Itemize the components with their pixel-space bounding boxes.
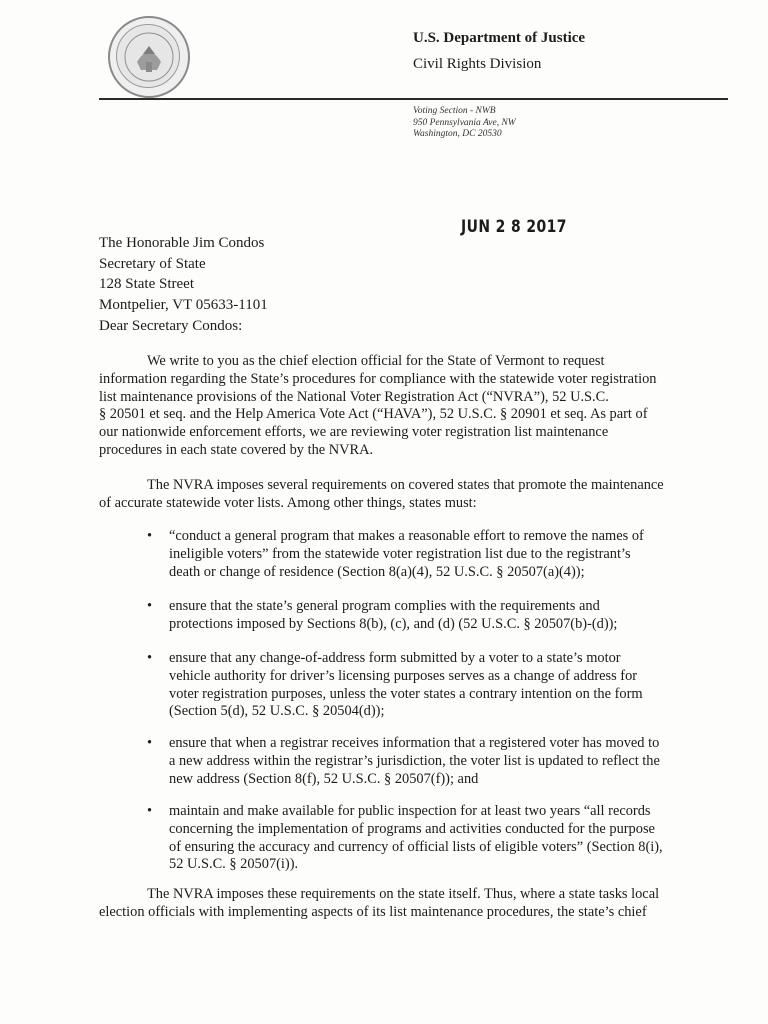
- bullet-icon: •: [147, 803, 153, 819]
- division-name: Civil Rights Division: [413, 56, 542, 72]
- list-item-line: ensure that when a registrar receives information that a registered voter has moved to: [169, 735, 660, 751]
- doj-seal-icon: [108, 16, 190, 98]
- list-item-line: ineligible voters” from the statewide voter registration list due to the registrant’s: [169, 545, 631, 562]
- recipient-line: Secretary of State: [99, 255, 206, 272]
- paragraph-line: The NVRA imposes these requirements on the state itself. Thus, where a state tasks local: [147, 886, 660, 902]
- body-paragraph: [99, 477, 689, 513]
- paragraph-line: our nationwide enforcement efforts, we are reviewing voter registration list maintenance: [99, 424, 609, 441]
- list-item-line: a new address within the registrar’s jurisdiction, the voter list is updated to reflect the: [169, 752, 660, 769]
- recipient-line: Montpelier, VT 05633-1101: [99, 296, 268, 313]
- office-address: [413, 106, 516, 141]
- bullet-icon: •: [147, 735, 153, 751]
- list-item-line: (Section 5(d), 52 U.S.C. § 20504(d));: [169, 703, 385, 720]
- body-paragraph: [99, 886, 689, 922]
- list-item-line: ensure that any change-of-address form submitted by a voter to a state’s motor: [169, 650, 621, 666]
- salutation: Dear Secretary Condos:: [99, 318, 243, 334]
- bullet-icon: •: [147, 528, 153, 544]
- recipient-address: [99, 233, 268, 315]
- paragraph-line: information regarding the State’s procedures for compliance with the statewide voter registration: [99, 370, 657, 387]
- agency-name: U.S. Department of Justice: [413, 30, 586, 46]
- bullet-icon: •: [147, 650, 153, 666]
- paragraph-line: election officials with implementing aspects of its list maintenance procedures, the state’s chief: [99, 903, 647, 920]
- paragraph-line: We write to you as the chief election official for the State of Vermont to request: [147, 353, 605, 369]
- body-paragraph: [99, 353, 689, 460]
- list-item-line: ensure that the state’s general program complies with the requirements and: [169, 598, 600, 614]
- recipient-line: The Honorable Jim Condos: [99, 235, 265, 251]
- paragraph-line: The NVRA imposes several requirements on covered states that promote the maintenance: [147, 477, 664, 493]
- paragraph-line: list maintenance provisions of the National Voter Registration Act (“NVRA”), 52 U.S.C.: [99, 388, 609, 405]
- recipient-line: 128 State Street: [99, 276, 194, 292]
- paragraph-line: of accurate statewide voter lists. Among other things, states must:: [99, 494, 477, 511]
- list-item-line: 52 U.S.C. § 20507(i)).: [169, 856, 299, 873]
- list-item-line: new address (Section 8(f), 52 U.S.C. § 20507(f)); and: [169, 770, 479, 787]
- list-item-line: concerning the implementation of programs and activities conducted for the purpose: [169, 820, 655, 837]
- list-item-line: protections imposed by Sections 8(b), (c), and (d) (52 U.S.C. § 20507(b)-(d));: [169, 615, 618, 632]
- paragraph-line: procedures in each state covered by the NVRA.: [99, 441, 374, 458]
- header-divider: [99, 98, 728, 100]
- paragraph-line: § 20501 et seq. and the Help America Vote Act (“HAVA”), 52 U.S.C. § 20901 et seq. As part of: [99, 406, 648, 423]
- address-line: Voting Section - NWB: [413, 106, 496, 116]
- address-line: Washington, DC 20530: [413, 129, 502, 139]
- list-item-line: maintain and make available for public inspection for at least two years “all records: [169, 803, 651, 819]
- list-item-line: vehicle authority for driver’s licensing purposes serves as a change of address for: [169, 667, 638, 684]
- list-item-line: “conduct a general program that makes a reasonable effort to remove the names of: [169, 528, 644, 544]
- date-stamp: JUN 2 8 2017: [461, 217, 567, 237]
- list-item-line: of ensuring the accuracy and currency of official lists of eligible voters” (Section 8(i),: [169, 838, 663, 855]
- bullet-icon: •: [147, 598, 153, 614]
- list-item-line: death or change of residence (Section 8(a)(4), 52 U.S.C. § 20507(a)(4));: [169, 563, 585, 580]
- list-item-line: voter registration purposes, unless the voter states a contrary intention on the form: [169, 685, 643, 702]
- address-line: 950 Pennsylvania Ave, NW: [413, 117, 516, 128]
